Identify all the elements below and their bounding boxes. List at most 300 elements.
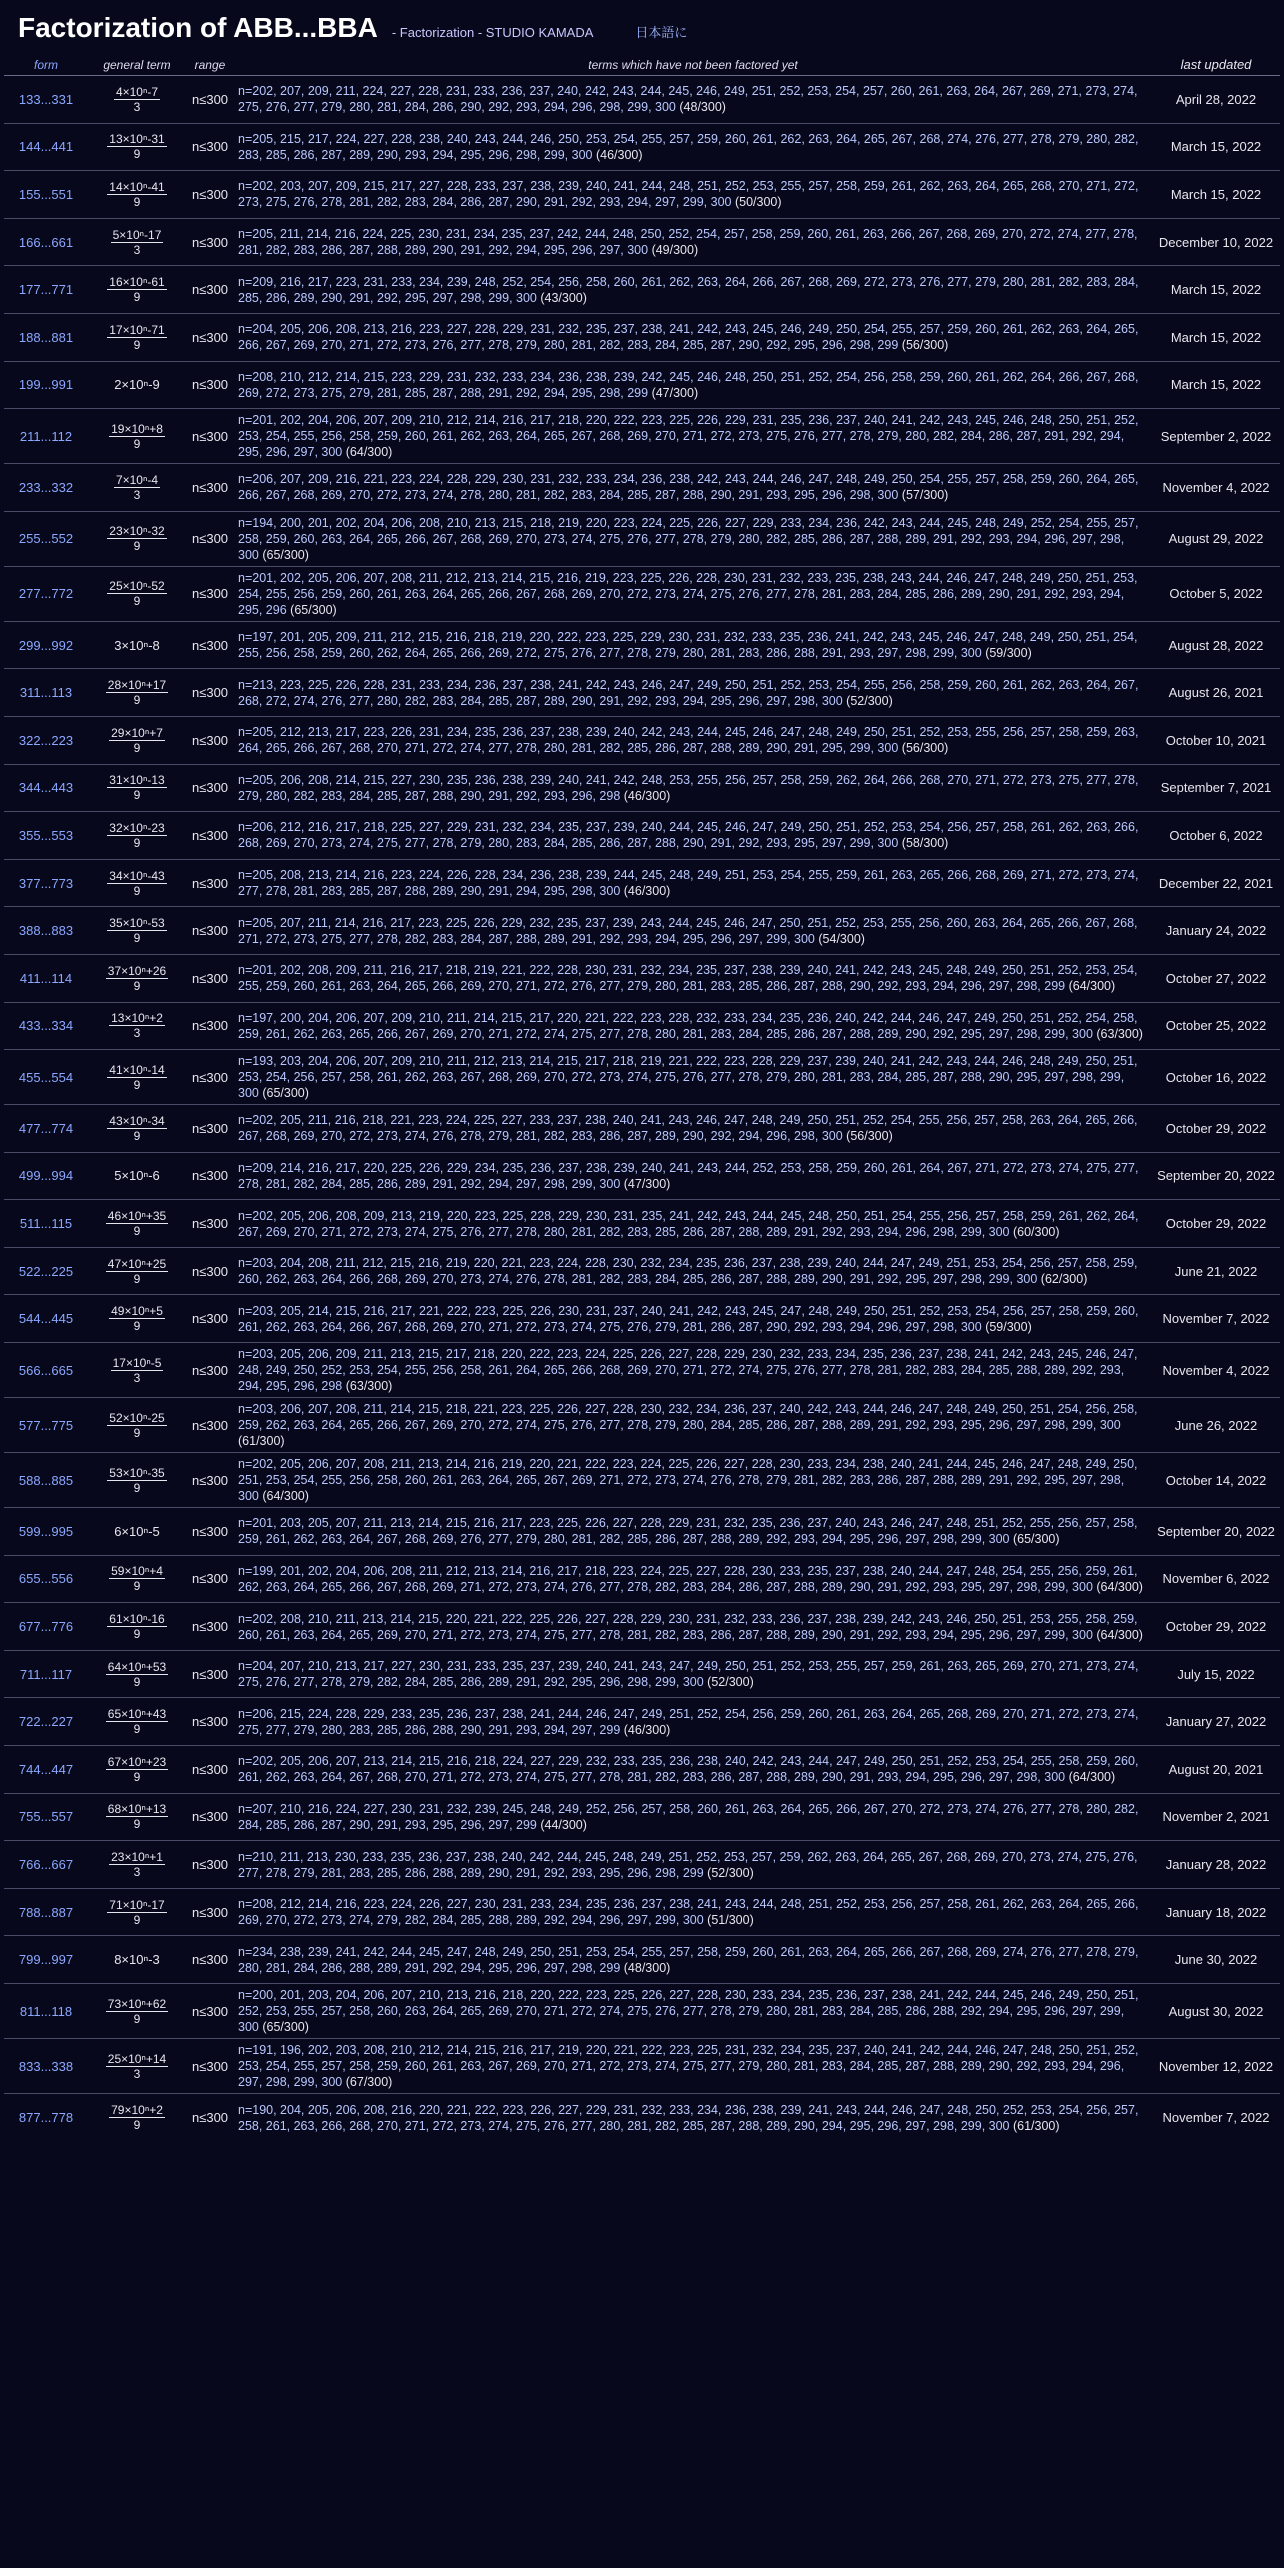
last-updated-date: September 7, 2021 xyxy=(1152,764,1280,812)
unfactored-terms-list: n=194, 200, 201, 202, 204, 206, 208, 210, 213, 215, 218, 219, 220, 223, 224, 225, 226, 227, 229, 233, 234, 236, 242, 243, 244, 245, 248, 249, 252, 254, 255, 257, 258, 259, 260, 263, 264, 265, 266, 267, 268, 269, 270, 273, 274, 275, 276, 277, 278, 279, 280, 282, 285, 286, 287, 288, 289, 291, 292, 293, 294, 296, 297, 298, 300 xyxy=(238,515,1139,562)
unfactored-count: (56/300) xyxy=(901,741,949,756)
column-header-range: range xyxy=(186,54,234,76)
range-cell: n≤300 xyxy=(186,1200,234,1248)
general-term-cell xyxy=(88,1508,186,1556)
unfactored-count: (43/300) xyxy=(540,290,587,305)
general-term-denominator: 9 xyxy=(133,978,141,993)
general-term-fraction xyxy=(107,579,166,608)
general-term-numerator: 25×10ⁿ-52 xyxy=(109,579,165,594)
general-term-denominator: 9 xyxy=(133,1722,141,1737)
general-term-cell xyxy=(88,1152,186,1200)
form-link[interactable]: 166...661 xyxy=(4,218,88,266)
table-row xyxy=(4,1841,1280,1889)
unfactored-terms-list: n=202, 205, 211, 216, 218, 221, 223, 224, 225, 227, 233, 237, 238, 240, 241, 243, 246, 247, 248, 249, 250, 251, 252, 254, 255, 256, 257, 258, 263, 264, 265, 266, 267, 268, 269, 270, 272, 273, 274, 276, 278, 279, 281, 282, 283, 286, 287, 289, 290, 292, 294, 296, 298, 300 xyxy=(238,1113,1138,1144)
general-term-denominator: 9 xyxy=(133,1319,141,1334)
unfactored-terms-cell xyxy=(234,812,1152,860)
unfactored-count: (52/300) xyxy=(707,1865,754,1880)
table-row xyxy=(4,313,1280,361)
last-updated-date: March 15, 2022 xyxy=(1152,313,1280,361)
general-term-cell xyxy=(88,1105,186,1153)
table-row xyxy=(4,1002,1280,1050)
unfactored-count: (65/300) xyxy=(1012,1532,1060,1547)
general-term-denominator: 9 xyxy=(133,1674,141,1689)
unfactored-count: (59/300) xyxy=(985,1319,1032,1334)
table-row xyxy=(4,123,1280,171)
general-term-denominator: 3 xyxy=(133,1865,141,1880)
form-link[interactable]: 411...114 xyxy=(4,954,88,1002)
general-term-cell xyxy=(88,266,186,314)
last-updated-date: October 6, 2022 xyxy=(1152,812,1280,860)
unfactored-terms-cell xyxy=(234,2039,1152,2094)
unfactored-terms-cell xyxy=(234,1746,1152,1794)
general-term-fraction xyxy=(107,323,166,352)
general-term-denominator: 3 xyxy=(133,2066,141,2081)
general-term-expression: 5×10ⁿ-6 xyxy=(114,1168,160,1184)
unfactored-count: (61/300) xyxy=(238,1434,285,1449)
unfactored-count: (64/300) xyxy=(1068,1770,1116,1785)
last-updated-date: June 26, 2022 xyxy=(1152,1398,1280,1453)
form-link[interactable]: 799...997 xyxy=(4,1936,88,1984)
unfactored-terms-list: n=190, 204, 205, 206, 208, 216, 220, 221, 222, 223, 226, 227, 229, 231, 232, 233, 234, 236, 238, 239, 241, 243, 244, 246, 247, 248, 250, 252, 253, 254, 256, 257, 258, 261, 263, 266, 268, 270, 271, 272, 273, 274, 275, 276, 277, 280, 281, 282, 285, 287, 288, 289, 290, 294, 295, 296, 297, 298, 299, 300 xyxy=(238,2102,1139,2133)
range-cell: n≤300 xyxy=(186,1650,234,1698)
general-term-fraction xyxy=(106,678,168,707)
general-term-fraction xyxy=(109,2103,165,2132)
page-title: Factorization of ABB...BBA xyxy=(18,12,378,43)
last-updated-date: September 20, 2022 xyxy=(1152,1508,1280,1556)
unfactored-count: (52/300) xyxy=(707,1675,754,1690)
form-link[interactable]: 211...112 xyxy=(4,409,88,464)
unfactored-terms-list: n=202, 208, 210, 211, 213, 214, 215, 220, 221, 222, 225, 226, 227, 228, 229, 230, 231, 232, 233, 236, 237, 238, 239, 242, 243, 246, 250, 251, 253, 255, 258, 259, 260, 261, 263, 264, 265, 269, 270, 271, 272, 273, 274, 275, 277, 278, 281, 282, 283, 286, 287, 288, 289, 290, 291, 292, 293, 294, 295, 296, 297, 299, 300 xyxy=(238,1611,1138,1642)
form-link[interactable]: 355...553 xyxy=(4,812,88,860)
unfactored-terms-list: n=213, 223, 225, 226, 228, 231, 233, 234, 236, 237, 238, 241, 242, 243, 246, 247, 249, 250, 251, 252, 253, 254, 255, 256, 258, 259, 260, 261, 262, 263, 264, 267, 268, 272, 274, 276, 277, 280, 282, 283, 284, 285, 287, 289, 290, 291, 292, 293, 294, 295, 296, 297, 298, 300 xyxy=(238,677,1139,708)
last-updated-date: October 29, 2022 xyxy=(1152,1105,1280,1153)
last-updated-date: January 18, 2022 xyxy=(1152,1888,1280,1936)
general-term-cell xyxy=(88,313,186,361)
general-term-cell xyxy=(88,76,186,124)
table-row xyxy=(4,954,1280,1002)
table-row xyxy=(4,218,1280,266)
last-updated-date: October 10, 2021 xyxy=(1152,716,1280,764)
general-term-cell xyxy=(88,1888,186,1936)
unfactored-terms-cell xyxy=(234,1295,1152,1343)
form-link[interactable]: 144...441 xyxy=(4,123,88,171)
general-term-expression: 3×10ⁿ-8 xyxy=(114,637,160,653)
general-term-denominator: 9 xyxy=(133,931,141,946)
unfactored-terms-list: n=206, 215, 224, 228, 229, 233, 235, 236, 237, 238, 241, 244, 246, 247, 249, 251, 252, 254, 256, 259, 260, 261, 263, 264, 265, 268, 269, 270, 271, 272, 273, 274, 275, 277, 279, 280, 283, 285, 286, 288, 290, 291, 293, 294, 297, 299 xyxy=(238,1706,1139,1737)
unfactored-terms-cell xyxy=(234,313,1152,361)
unfactored-terms-cell xyxy=(234,1105,1152,1153)
form-link[interactable]: 255...552 xyxy=(4,511,88,566)
general-term-fraction xyxy=(106,964,168,993)
form-link[interactable]: 577...775 xyxy=(4,1398,88,1453)
unfactored-terms-list: n=201, 203, 205, 207, 211, 213, 214, 215, 216, 217, 223, 225, 226, 227, 228, 229, 231, 232, 235, 236, 237, 240, 243, 246, 247, 248, 251, 252, 255, 256, 257, 258, 259, 261, 262, 263, 264, 267, 268, 269, 276, 277, 279, 280, 281, 282, 285, 286, 287, 288, 289, 292, 293, 294, 295, 296, 297, 298, 299, 300 xyxy=(238,1516,1138,1547)
table-row xyxy=(4,1200,1280,1248)
form-link[interactable]: 299...992 xyxy=(4,621,88,669)
unfactored-terms-cell xyxy=(234,1050,1152,1105)
unfactored-terms-cell xyxy=(234,954,1152,1002)
unfactored-terms-list: n=205, 211, 214, 216, 224, 225, 230, 231, 234, 235, 237, 242, 244, 248, 250, 252, 254, 257, 258, 259, 260, 261, 263, 266, 267, 268, 269, 270, 272, 274, 277, 278, 281, 282, 283, 286, 287, 288, 289, 290, 291, 292, 294, 295, 296, 297, 300 xyxy=(238,227,1138,258)
general-term-numerator: 13×10ⁿ+2 xyxy=(111,1011,163,1026)
table-row xyxy=(4,907,1280,955)
form-link[interactable]: 588...885 xyxy=(4,1453,88,1508)
range-cell: n≤300 xyxy=(186,566,234,621)
range-cell: n≤300 xyxy=(186,1936,234,1984)
range-cell: n≤300 xyxy=(186,812,234,860)
general-term-numerator: 59×10ⁿ+4 xyxy=(111,1564,163,1579)
table-row xyxy=(4,669,1280,717)
range-cell: n≤300 xyxy=(186,409,234,464)
unfactored-terms-list: n=202, 203, 207, 209, 215, 217, 227, 228, 233, 237, 238, 239, 240, 241, 244, 248, 251, 252, 253, 255, 257, 258, 259, 261, 262, 263, 264, 265, 268, 270, 271, 272, 273, 275, 276, 278, 281, 282, 283, 284, 286, 287, 290, 291, 292, 293, 294, 297, 299, 300 xyxy=(238,179,1139,210)
range-cell: n≤300 xyxy=(186,954,234,1002)
unfactored-terms-cell xyxy=(234,171,1152,219)
general-term-cell xyxy=(88,511,186,566)
last-updated-date: January 24, 2022 xyxy=(1152,907,1280,955)
general-term-fraction xyxy=(114,85,160,114)
form-link[interactable]: 788...887 xyxy=(4,1888,88,1936)
general-term-denominator: 9 xyxy=(133,1817,141,1832)
general-term-cell xyxy=(88,1603,186,1651)
general-term-numerator: 71×10ⁿ-17 xyxy=(109,1897,165,1912)
unfactored-terms-cell xyxy=(234,1002,1152,1050)
general-term-numerator: 32×10ⁿ-23 xyxy=(109,820,165,835)
range-cell: n≤300 xyxy=(186,1841,234,1889)
last-updated-date: November 7, 2022 xyxy=(1152,1295,1280,1343)
table-row xyxy=(4,511,1280,566)
form-link[interactable]: 377...773 xyxy=(4,859,88,907)
general-term-cell xyxy=(88,464,186,512)
unfactored-terms-list: n=203, 204, 208, 211, 212, 215, 216, 219, 220, 221, 223, 224, 228, 230, 232, 234, 235, 236, 237, 238, 239, 240, 244, 247, 249, 251, 253, 254, 256, 257, 258, 259, 260, 262, 263, 264, 266, 268, 269, 270, 273, 274, 276, 278, 281, 282, 283, 284, 285, 286, 287, 288, 289, 290, 291, 292, 295, 297, 298, 299, 300 xyxy=(238,1256,1138,1287)
unfactored-count: (57/300) xyxy=(901,488,949,503)
unfactored-terms-list: n=206, 207, 209, 216, 221, 223, 224, 228, 229, 230, 231, 232, 233, 234, 236, 238, 242, 243, 244, 246, 247, 248, 249, 250, 254, 255, 257, 258, 259, 260, 264, 265, 266, 267, 268, 269, 270, 272, 273, 274, 278, 280, 281, 282, 283, 284, 285, 287, 288, 290, 291, 293, 295, 296, 298, 300 xyxy=(238,472,1139,503)
general-term-fraction xyxy=(107,275,166,304)
general-term-numerator: 37×10ⁿ+26 xyxy=(107,963,167,978)
range-cell: n≤300 xyxy=(186,907,234,955)
form-link[interactable]: 599...995 xyxy=(4,1508,88,1556)
general-term-numerator: 35×10ⁿ-53 xyxy=(109,916,165,931)
range-cell: n≤300 xyxy=(186,1603,234,1651)
general-term-fraction xyxy=(107,773,166,802)
general-term-fraction xyxy=(107,1466,166,1495)
unfactored-count: (65/300) xyxy=(262,2020,309,2034)
general-term-fraction xyxy=(107,132,166,161)
form-link[interactable]: 455...554 xyxy=(4,1050,88,1105)
general-term-cell xyxy=(88,669,186,717)
form-link[interactable]: 344...443 xyxy=(4,764,88,812)
form-link[interactable]: 233...332 xyxy=(4,464,88,512)
general-term-fraction xyxy=(109,1011,165,1040)
unfactored-terms-cell xyxy=(234,1200,1152,1248)
general-term-denominator: 9 xyxy=(133,2011,141,2026)
general-term-fraction xyxy=(106,1257,168,1286)
form-link[interactable]: 677...776 xyxy=(4,1603,88,1651)
table-body xyxy=(4,76,1280,2142)
general-term-denominator: 9 xyxy=(133,1627,141,1642)
unfactored-terms-list: n=197, 200, 204, 206, 207, 209, 210, 211, 214, 215, 217, 220, 221, 222, 223, 228, 232, 233, 234, 235, 236, 240, 242, 244, 246, 247, 249, 250, 251, 252, 254, 258, 259, 261, 262, 263, 265, 266, 267, 269, 270, 271, 272, 274, 275, 277, 278, 280, 281, 283, 284, 285, 286, 287, 288, 289, 290, 292, 295, 297, 298, 299, 300 xyxy=(238,1010,1138,1041)
form-link[interactable]: 322...223 xyxy=(4,716,88,764)
unfactored-count: (67/300) xyxy=(345,2075,393,2089)
general-term-fraction xyxy=(107,869,166,898)
last-updated-date: November 7, 2022 xyxy=(1152,2094,1280,2142)
form-link[interactable]: 766...667 xyxy=(4,1841,88,1889)
unfactored-terms-cell xyxy=(234,1152,1152,1200)
unfactored-terms-cell xyxy=(234,669,1152,717)
range-cell: n≤300 xyxy=(186,218,234,266)
form-link[interactable]: 133...331 xyxy=(4,76,88,124)
language-link[interactable]: 日本語に xyxy=(635,25,688,40)
unfactored-terms-cell xyxy=(234,859,1152,907)
unfactored-terms-list: n=209, 214, 216, 217, 220, 225, 226, 229, 234, 235, 236, 237, 238, 239, 240, 241, 243, 244, 252, 253, 258, 259, 260, 261, 264, 267, 271, 272, 273, 274, 275, 277, 278, 281, 282, 284, 285, 286, 289, 291, 292, 294, 297, 298, 299, 300 xyxy=(238,1160,1139,1191)
general-term-numerator: 23×10ⁿ+1 xyxy=(111,1850,163,1865)
range-cell: n≤300 xyxy=(186,464,234,512)
range-cell: n≤300 xyxy=(186,123,234,171)
form-link[interactable]: 188...881 xyxy=(4,313,88,361)
range-cell: n≤300 xyxy=(186,1247,234,1295)
unfactored-terms-cell xyxy=(234,1555,1152,1603)
form-link[interactable]: 499...994 xyxy=(4,1152,88,1200)
general-term-fraction xyxy=(111,228,164,257)
unfactored-terms-cell xyxy=(234,1698,1152,1746)
unfactored-terms-cell xyxy=(234,2094,1152,2142)
general-term-denominator: 9 xyxy=(133,436,141,451)
unfactored-count: (47/300) xyxy=(651,385,699,400)
general-term-numerator: 25×10ⁿ+14 xyxy=(107,2051,167,2066)
last-updated-date: November 2, 2021 xyxy=(1152,1793,1280,1841)
general-term-denominator: 9 xyxy=(133,1128,141,1143)
general-term-denominator: 9 xyxy=(133,1579,141,1594)
unfactored-terms-list: n=207, 210, 216, 224, 227, 230, 231, 232, 239, 245, 248, 249, 252, 256, 257, 258, 260, 261, 263, 264, 265, 266, 267, 270, 272, 273, 274, 276, 277, 278, 280, 282, 284, 285, 286, 287, 290, 291, 293, 295, 296, 297, 299 xyxy=(238,1801,1139,1832)
form-link[interactable]: 566...665 xyxy=(4,1343,88,1398)
table-row xyxy=(4,1453,1280,1508)
general-term-numerator: 61×10ⁿ-16 xyxy=(109,1612,165,1627)
form-link[interactable]: 755...557 xyxy=(4,1793,88,1841)
general-term-cell xyxy=(88,1984,186,2039)
table-row xyxy=(4,1603,1280,1651)
last-updated-date: August 29, 2022 xyxy=(1152,511,1280,566)
table-row xyxy=(4,1698,1280,1746)
general-term-fraction xyxy=(107,180,166,209)
unfactored-terms-list: n=204, 207, 210, 213, 217, 227, 230, 231, 233, 235, 237, 239, 240, 241, 243, 247, 249, 250, 251, 252, 253, 255, 257, 259, 261, 263, 265, 269, 270, 271, 273, 274, 275, 276, 277, 278, 279, 282, 284, 285, 286, 289, 291, 292, 295, 296, 298, 299, 300 xyxy=(238,1659,1139,1690)
general-term-fraction xyxy=(106,1997,168,2026)
general-term-denominator: 9 xyxy=(133,788,141,803)
general-term-numerator: 13×10ⁿ-31 xyxy=(109,132,165,147)
form-link[interactable]: 511...115 xyxy=(4,1200,88,1248)
general-term-numerator: 17×10ⁿ-71 xyxy=(109,322,165,337)
table-row xyxy=(4,1398,1280,1453)
table-row xyxy=(4,812,1280,860)
general-term-cell xyxy=(88,1698,186,1746)
form-link[interactable]: 744...447 xyxy=(4,1746,88,1794)
form-link[interactable]: 277...772 xyxy=(4,566,88,621)
last-updated-date: December 22, 2021 xyxy=(1152,859,1280,907)
unfactored-terms-cell xyxy=(234,1888,1152,1936)
unfactored-terms-list: n=201, 202, 204, 206, 207, 209, 210, 212, 214, 216, 217, 218, 220, 222, 223, 225, 226, 229, 231, 235, 236, 237, 240, 241, 242, 243, 245, 246, 248, 250, 251, 252, 253, 254, 255, 256, 258, 259, 260, 261, 262, 263, 264, 265, 267, 268, 269, 270, 271, 272, 273, 275, 276, 277, 278, 279, 280, 282, 284, 286, 287, 291, 292, 294, 295, 296, 297, 300 xyxy=(238,413,1139,460)
unfactored-count: (65/300) xyxy=(290,602,337,617)
unfactored-count: (64/300) xyxy=(262,1489,309,1504)
unfactored-terms-cell xyxy=(234,266,1152,314)
unfactored-terms-list: n=193, 203, 204, 206, 207, 209, 210, 211, 212, 213, 214, 215, 217, 218, 219, 221, 222, 223, 228, 229, 237, 239, 240, 241, 242, 243, 244, 246, 248, 249, 250, 251, 253, 254, 256, 257, 258, 261, 262, 263, 267, 268, 269, 270, 272, 273, 274, 275, 276, 277, 278, 279, 280, 281, 283, 284, 285, 287, 288, 290, 295, 297, 298, 299, 300 xyxy=(238,1054,1138,1101)
general-term-fraction xyxy=(109,1850,165,1879)
general-term-denominator: 3 xyxy=(133,487,141,502)
column-header-general-term: general term xyxy=(88,54,186,76)
general-term-numerator: 29×10ⁿ+7 xyxy=(111,725,163,740)
table-row xyxy=(4,1650,1280,1698)
form-link[interactable]: 811...118 xyxy=(4,1984,88,2039)
general-term-fraction xyxy=(111,1356,164,1385)
general-term-denominator: 9 xyxy=(133,1224,141,1239)
range-cell: n≤300 xyxy=(186,716,234,764)
last-updated-date: August 30, 2022 xyxy=(1152,1984,1280,2039)
range-cell: n≤300 xyxy=(186,1508,234,1556)
form-link[interactable]: 544...445 xyxy=(4,1295,88,1343)
table-row xyxy=(4,1152,1280,1200)
form-link[interactable]: 433...334 xyxy=(4,1002,88,1050)
general-term-cell xyxy=(88,907,186,955)
general-term-denominator: 9 xyxy=(133,594,141,609)
form-link[interactable]: 177...771 xyxy=(4,266,88,314)
last-updated-date: October 5, 2022 xyxy=(1152,566,1280,621)
last-updated-date: August 20, 2021 xyxy=(1152,1746,1280,1794)
unfactored-count: (48/300) xyxy=(623,1960,671,1975)
general-term-numerator: 4×10ⁿ-7 xyxy=(115,84,159,99)
range-cell: n≤300 xyxy=(186,859,234,907)
last-updated-date: October 29, 2022 xyxy=(1152,1200,1280,1248)
general-term-cell xyxy=(88,716,186,764)
table-row xyxy=(4,1105,1280,1153)
unfactored-count: (58/300) xyxy=(901,836,949,851)
table-row xyxy=(4,764,1280,812)
general-term-cell xyxy=(88,2039,186,2094)
unfactored-count: (46/300) xyxy=(623,1722,671,1737)
general-term-fraction xyxy=(107,916,166,945)
form-link[interactable]: 388...883 xyxy=(4,907,88,955)
last-updated-date: September 20, 2022 xyxy=(1152,1152,1280,1200)
general-term-fraction xyxy=(107,1898,166,1927)
general-term-fraction xyxy=(107,524,166,553)
unfactored-count: (56/300) xyxy=(901,338,949,353)
general-term-cell xyxy=(88,1247,186,1295)
general-term-numerator: 46×10ⁿ+35 xyxy=(107,1209,167,1224)
table-row xyxy=(4,859,1280,907)
unfactored-count: (51/300) xyxy=(707,1913,754,1928)
range-cell: n≤300 xyxy=(186,1453,234,1508)
general-term-cell xyxy=(88,566,186,621)
unfactored-count: (47/300) xyxy=(623,1176,671,1191)
general-term-cell xyxy=(88,361,186,409)
form-link[interactable]: 877...778 xyxy=(4,2094,88,2142)
general-term-cell xyxy=(88,1841,186,1889)
general-term-cell xyxy=(88,1343,186,1398)
unfactored-terms-list: n=205, 212, 213, 217, 223, 226, 231, 234, 235, 236, 237, 238, 239, 240, 242, 243, 244, 245, 246, 247, 248, 249, 250, 251, 252, 253, 255, 256, 257, 258, 259, 263, 264, 265, 266, 267, 268, 270, 271, 272, 274, 277, 278, 280, 281, 282, 285, 286, 287, 288, 289, 290, 291, 295, 299, 300 xyxy=(238,725,1139,756)
general-term-expression: 2×10ⁿ-9 xyxy=(114,377,160,393)
form-link[interactable]: 311...113 xyxy=(4,669,88,717)
page-subtitle: - Factorization - STUDIO KAMADA xyxy=(391,25,594,40)
table-row xyxy=(4,1343,1280,1398)
general-term-numerator: 7×10ⁿ-4 xyxy=(115,472,159,487)
general-term-fraction xyxy=(106,2052,168,2081)
general-term-denominator: 3 xyxy=(133,1370,141,1385)
last-updated-date: November 4, 2022 xyxy=(1152,1343,1280,1398)
unfactored-terms-cell xyxy=(234,464,1152,512)
unfactored-terms-list: n=200, 201, 203, 204, 206, 207, 210, 213, 216, 218, 220, 222, 223, 225, 226, 227, 228, 230, 233, 234, 235, 236, 237, 238, 241, 242, 244, 245, 246, 249, 250, 251, 252, 253, 255, 257, 258, 260, 263, 264, 265, 269, 270, 271, 272, 274, 275, 276, 277, 278, 279, 280, 281, 283, 284, 285, 286, 288, 292, 294, 295, 296, 297, 299, 300 xyxy=(238,1988,1139,2034)
table-row xyxy=(4,566,1280,621)
unfactored-terms-cell xyxy=(234,1603,1152,1651)
general-term-numerator: 68×10ⁿ+13 xyxy=(107,1802,167,1817)
range-cell: n≤300 xyxy=(186,621,234,669)
general-term-denominator: 9 xyxy=(133,1769,141,1784)
form-link[interactable]: 155...551 xyxy=(4,171,88,219)
range-cell: n≤300 xyxy=(186,1105,234,1153)
unfactored-terms-list: n=205, 208, 213, 214, 216, 223, 224, 226, 228, 234, 236, 238, 239, 244, 245, 248, 249, 251, 253, 254, 255, 259, 261, 263, 265, 266, 268, 269, 271, 272, 273, 274, 277, 278, 281, 283, 285, 287, 288, 289, 290, 291, 294, 295, 298, 300 xyxy=(238,868,1139,899)
unfactored-terms-list: n=210, 211, 213, 230, 233, 235, 236, 237, 238, 240, 242, 244, 245, 248, 249, 251, 252, 253, 257, 259, 262, 263, 264, 265, 267, 268, 269, 270, 273, 274, 275, 276, 277, 278, 279, 281, 283, 285, 286, 288, 289, 290, 291, 292, 293, 295, 296, 298, 299 xyxy=(238,1849,1138,1880)
form-link[interactable]: 833...338 xyxy=(4,2039,88,2094)
range-cell: n≤300 xyxy=(186,2039,234,2094)
unfactored-count: (50/300) xyxy=(734,195,782,210)
unfactored-count: (56/300) xyxy=(846,1129,893,1144)
unfactored-terms-list: n=205, 215, 217, 224, 227, 228, 238, 240, 243, 244, 246, 250, 253, 254, 255, 257, 259, 260, 261, 262, 263, 264, 265, 267, 268, 274, 276, 277, 278, 279, 280, 282, 283, 285, 286, 287, 289, 290, 293, 294, 295, 296, 298, 299, 300 xyxy=(238,131,1139,162)
unfactored-terms-list: n=199, 201, 202, 204, 206, 208, 211, 212, 213, 214, 216, 217, 218, 223, 224, 225, 227, 228, 230, 233, 235, 237, 238, 240, 244, 247, 248, 254, 255, 256, 259, 261, 262, 263, 264, 265, 266, 267, 268, 269, 271, 272, 273, 274, 276, 277, 278, 282, 283, 284, 286, 287, 288, 289, 290, 291, 292, 293, 295, 297, 298, 299, 300 xyxy=(238,1563,1138,1594)
general-term-cell xyxy=(88,812,186,860)
general-term-numerator: 19×10ⁿ+8 xyxy=(111,421,163,436)
general-term-denominator: 9 xyxy=(133,194,141,209)
unfactored-count: (65/300) xyxy=(262,547,309,562)
form-link[interactable]: 522...225 xyxy=(4,1247,88,1295)
table-header-row xyxy=(4,54,1280,76)
range-cell: n≤300 xyxy=(186,1398,234,1453)
form-link[interactable]: 199...991 xyxy=(4,361,88,409)
general-term-numerator: 28×10ⁿ+17 xyxy=(107,678,167,693)
range-cell: n≤300 xyxy=(186,1793,234,1841)
general-term-denominator: 9 xyxy=(133,1480,141,1495)
last-updated-date: January 28, 2022 xyxy=(1152,1841,1280,1889)
general-term-cell xyxy=(88,1746,186,1794)
unfactored-count: (54/300) xyxy=(818,931,865,946)
general-term-fraction xyxy=(109,422,165,451)
unfactored-terms-list: n=209, 216, 217, 223, 231, 233, 234, 239, 248, 252, 254, 256, 258, 260, 261, 262, 263, 264, 266, 267, 268, 269, 272, 273, 276, 277, 279, 280, 281, 282, 283, 284, 285, 286, 289, 290, 291, 292, 295, 297, 298, 299, 300 xyxy=(238,274,1139,305)
general-term-cell xyxy=(88,764,186,812)
unfactored-count: (59/300) xyxy=(985,646,1032,661)
table-row xyxy=(4,716,1280,764)
unfactored-terms-cell xyxy=(234,511,1152,566)
general-term-numerator: 43×10ⁿ-34 xyxy=(109,1113,165,1128)
table-row xyxy=(4,1247,1280,1295)
unfactored-count: (65/300) xyxy=(262,1086,309,1101)
general-term-fraction xyxy=(109,1564,165,1593)
range-cell: n≤300 xyxy=(186,511,234,566)
last-updated-date: April 28, 2022 xyxy=(1152,76,1280,124)
form-link[interactable]: 655...556 xyxy=(4,1555,88,1603)
general-term-denominator: 9 xyxy=(133,1912,141,1927)
general-term-denominator: 9 xyxy=(133,147,141,162)
table-row xyxy=(4,1555,1280,1603)
range-cell: n≤300 xyxy=(186,1343,234,1398)
unfactored-terms-cell xyxy=(234,218,1152,266)
unfactored-terms-cell xyxy=(234,1453,1152,1508)
last-updated-date: October 27, 2022 xyxy=(1152,954,1280,1002)
general-term-numerator: 16×10ⁿ-61 xyxy=(109,275,165,290)
general-term-fraction xyxy=(107,821,166,850)
general-term-cell xyxy=(88,1200,186,1248)
general-term-fraction xyxy=(107,1063,166,1092)
form-link[interactable]: 722...227 xyxy=(4,1698,88,1746)
table-row xyxy=(4,2039,1280,2094)
last-updated-date: March 15, 2022 xyxy=(1152,123,1280,171)
form-link[interactable]: 711...117 xyxy=(4,1650,88,1698)
form-link[interactable]: 477...774 xyxy=(4,1105,88,1153)
general-term-cell xyxy=(88,409,186,464)
table-row xyxy=(4,361,1280,409)
general-term-denominator: 9 xyxy=(133,1425,141,1440)
unfactored-count: (64/300) xyxy=(1096,1627,1143,1642)
